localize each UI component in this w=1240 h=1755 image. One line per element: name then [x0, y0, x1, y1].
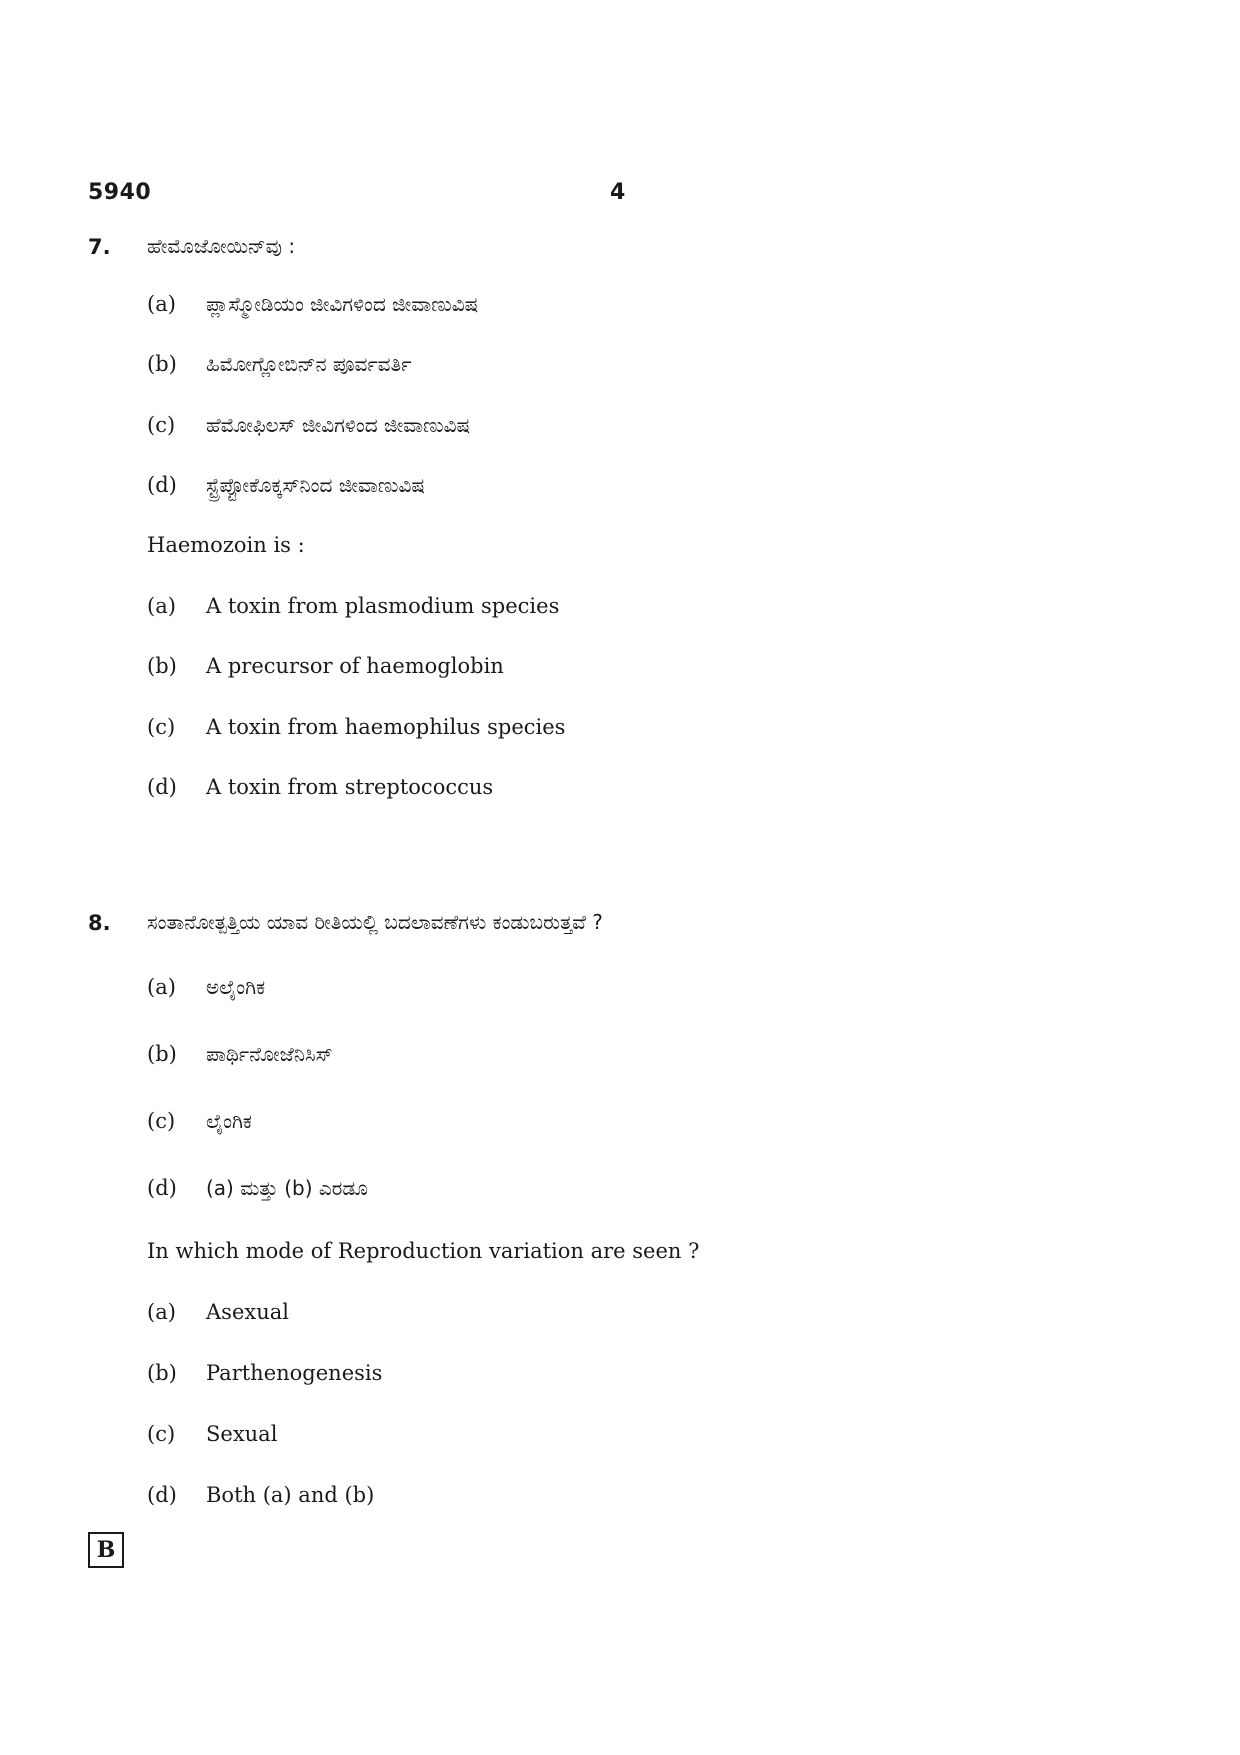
option-letter: (d) [147, 1176, 177, 1200]
option-letter: (b) [147, 1042, 177, 1066]
option-letter: (b) [147, 1361, 177, 1385]
option-text-kannada: (a) ಮತ್ತು (b) ಎರಡೂ [206, 1176, 368, 1200]
option-letter: (d) [147, 1483, 177, 1507]
option-text-kannada: ಪ್ಲಾಸ್ಮೋಡಿಯಂ ಜೀವಿಗಳಿಂದ ಜೀವಾಣುವಿಷ [206, 292, 479, 316]
option-text-english: Parthenogenesis [206, 1361, 383, 1385]
option-text-kannada: ಅಲೈಂಗಿಕ [206, 975, 266, 999]
option-letter: (c) [147, 715, 176, 739]
booklet-series-box: B [88, 1532, 124, 1568]
paper-code: 5940 [88, 180, 152, 205]
option-text-english: A toxin from haemophilus species [206, 715, 566, 739]
option-letter: (d) [147, 473, 177, 497]
option-text-english: A precursor of haemoglobin [206, 654, 504, 678]
option-text-kannada: ಪಾರ್ಥಿನೋಜೆನಿಸಿಸ್ [206, 1042, 333, 1066]
question-number: 8. [88, 911, 111, 935]
option-text-kannada: ಹಿಮೋಗ್ಲೋಬಿನ್‌ನ ಪೂರ್ವವರ್ತಿ [206, 352, 412, 376]
option-text-kannada: ಲೈಂಗಿಕ [206, 1109, 252, 1133]
option-letter: (d) [147, 775, 177, 799]
option-letter: (a) [147, 1300, 176, 1324]
question-7 [88, 231, 1128, 811]
question-stem-kannada: ಸಂತಾನೋತ್ಪತ್ತಿಯ ಯಾವ ರೀತಿಯಲ್ಲಿ ಬದಲಾವಣೆಗಳು ಕಂಡುಬರುತ್ತವೆ ? [147, 910, 603, 934]
option-letter: (b) [147, 352, 177, 376]
page-number: 4 [610, 180, 626, 205]
question-stem-kannada: ಹೇಮೊಜೋಯಿನ್‌ವು : [147, 234, 296, 258]
option-letter: (c) [147, 1422, 176, 1446]
option-text-english: A toxin from plasmodium species [206, 594, 560, 618]
page-header [88, 180, 648, 214]
question-stem-english: In which mode of Reproduction variation are seen ? [147, 1239, 700, 1263]
option-letter: (b) [147, 654, 177, 678]
question-stem-english: Haemozoin is : [147, 533, 305, 557]
option-text-kannada: ಸ್ಟ್ರೆಪ್ಟೋಕೊಕ್ಕಸ್‌ನಿಂದ ಜೀವಾಣುವಿಷ [206, 473, 425, 497]
option-text-english: A toxin from streptococcus [206, 775, 494, 799]
question-number: 7. [88, 235, 111, 259]
option-letter: (c) [147, 413, 176, 437]
question-8 [88, 907, 1128, 1517]
option-letter: (a) [147, 594, 176, 618]
option-letter: (a) [147, 292, 176, 316]
option-text-english: Asexual [206, 1300, 289, 1324]
option-letter: (c) [147, 1109, 176, 1133]
option-letter: (a) [147, 975, 176, 999]
option-text-english: Sexual [206, 1422, 278, 1446]
option-text-english: Both (a) and (b) [206, 1483, 375, 1507]
option-text-kannada: ಹೆಮೋಫಿಲಸ್ ಜೀವಿಗಳಿಂದ ಜೀವಾಣುವಿಷ [206, 413, 471, 437]
